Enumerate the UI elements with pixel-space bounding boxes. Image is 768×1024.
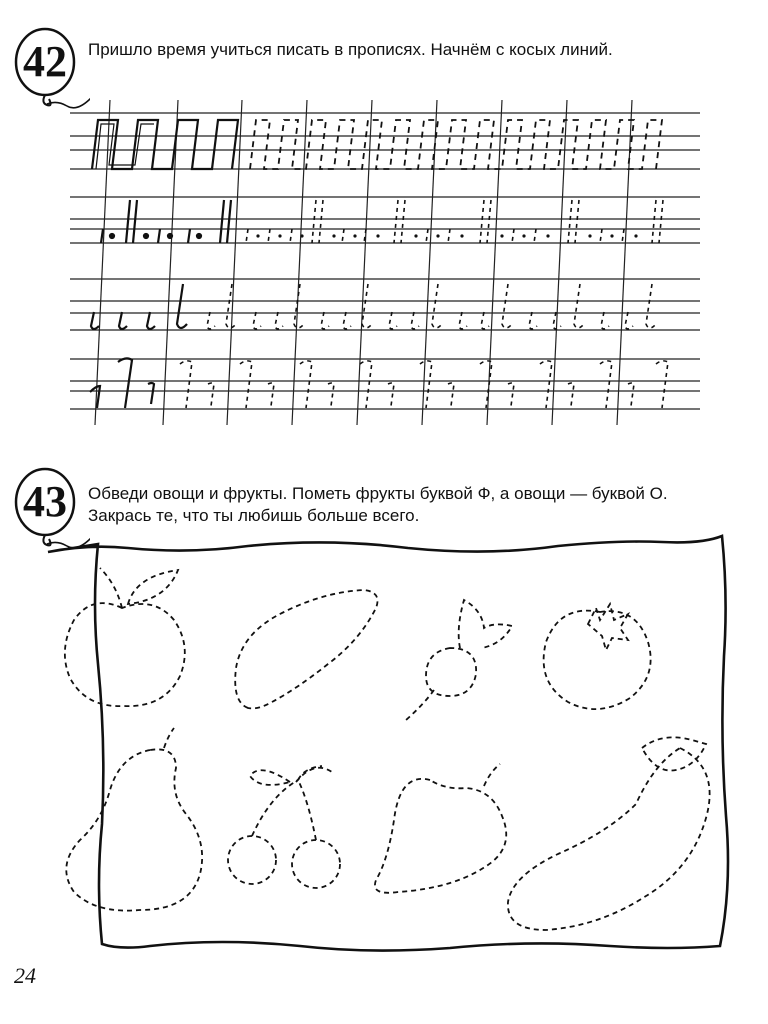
page-number: 24 — [14, 963, 36, 988]
pepper-icon[interactable] — [375, 764, 506, 893]
radish-icon[interactable] — [406, 600, 512, 720]
apple-icon[interactable] — [65, 568, 185, 706]
task-43-line-2: Закрась те, что ты любишь больше всего. — [88, 506, 420, 525]
cucumber-icon[interactable] — [235, 590, 377, 708]
eggplant-icon[interactable] — [508, 737, 710, 930]
task-42-text: Пришло время учиться писать в прописях. Начнём с косых линий. — [88, 40, 613, 59]
cherries-icon[interactable] — [228, 766, 340, 888]
pear-icon[interactable] — [66, 728, 202, 911]
task-43-line-1: Обведи овощи и фрукты. Пометь фрукты буквой Ф, а овощи — буквой О. — [88, 484, 668, 503]
task-43-number: 43 — [23, 476, 67, 526]
tomato-icon[interactable] — [544, 604, 651, 709]
task-42-number: 42 — [23, 36, 67, 86]
